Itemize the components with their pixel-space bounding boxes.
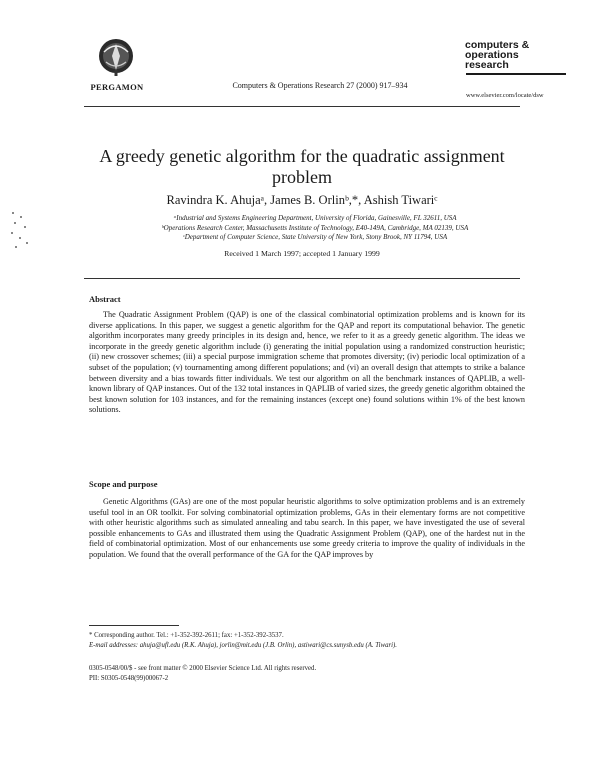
brand-line-3: research [465, 59, 509, 71]
pii-line: PII: S0305-0548(99)00067-2 [89, 675, 169, 682]
authors: Ravindra K. Ahujaᵃ, James B. Orlinᵇ,*, Ashish Tiwariᶜ [166, 193, 438, 207]
header-rule [84, 106, 520, 107]
abstract-text: The Quadratic Assignment Problem (QAP) is one of the classical combinatorial optimization problems and is known for its diverse applications. In this paper, we suggest a genetic algorithm for the QAP and report its computational behavior. The genetic algorithm incorporates many greedy principles in its design and, hence, we refer to it as a greedy genetic algorithm. The ideas we incorporate in the greedy genetic algorithm include (i) generating the initial population using a randomized construction heuristic; (ii) new crossover schemes; (iii) a special purpose immigration scheme that promotes diversity; (iv) periodic local optimization of a subset of the population; (v) tournamenting among different populations; and (vi) an overall design that attempts to strike a balance between diversity and a bias towards fitter individuals. We test our algorithm on all the benchmark instances of QAPLIB, a well-known library of QAP instances. Out of the 132 total instances in QAPLIB of varied sizes, the greedy genetic algorithm obtained the best known solution for 103 instances, and for the remaining instances (except one) found solutions within 1% of the best known solutions. [89, 310, 525, 415]
brand-line-1: computers & [465, 39, 530, 51]
publisher-name: PERGAMON [90, 82, 144, 92]
affiliation-b: ᵇOperations Research Center, Massachusetts Institute of Technology, E40-149A, Cambridge, MA 02139, USA [161, 223, 469, 232]
affiliations [110, 214, 520, 243]
journal-reference: Computers & Operations Research 27 (2000) 917–934 [232, 81, 408, 90]
copyright-line: 0305-0548/00/$ - see front matter © 2000 Elsevier Science Ltd. All rights reserved. [89, 665, 317, 672]
journal-url: www.elsevier.com/locate/dsw [466, 92, 544, 99]
journal-brand [465, 40, 575, 70]
scope-heading: Scope and purpose [89, 479, 158, 489]
brand-rule [466, 73, 566, 75]
affiliation-a: ᵃIndustrial and Systems Engineering Department, University of Florida, Gainesville, FL 32611, USA [173, 214, 457, 222]
abstract-rule [84, 278, 520, 279]
footnote-corresponding: * Corresponding author. Tel.: +1-352-392-2611; fax: +1-352-392-3537. [89, 632, 284, 639]
footnote-emails: E-mail addresses: ahuja@ufl.edu (R.K. Ahuja), jorlin@mit.edu (J.B. Orlin), astiwari@cs.sunysb.edu (A. Tiwari). [89, 642, 397, 649]
received-dates: Received 1 March 1997; accepted 1 January 1999 [224, 249, 380, 258]
affiliation-c: ᶜDepartment of Computer Science, State University of New York, Stony Brook, NY 11794, USA [182, 233, 448, 241]
footnote-rule [89, 625, 179, 626]
abstract-heading: Abstract [89, 294, 121, 304]
scan-marks [8, 210, 38, 250]
article-title: A greedy genetic algorithm for the quadratic assignment problem [99, 146, 505, 187]
brand-line-2: operations [465, 49, 519, 61]
scope-text: Genetic Algorithms (GAs) are one of the most popular heuristic algorithms to solve optimization problems and is an extremely useful tool in an OR toolkit. For solving combinatorial optimization problems, GAs in their elementary forms are not competitive with other heuristic algorithms such as simulated annealing and tabu search. In this paper, we have investigated the use of several possible enhancements to GAs and illustrated them using the Quadratic Assignment Problem (QAP), one of the hardest nut in the field of combinatorial optimization. Most of our enhancements use some greedy criteria to improve the quality of individuals in the population. We found that the overall performance of the GA for the QAP improves by [89, 497, 525, 559]
